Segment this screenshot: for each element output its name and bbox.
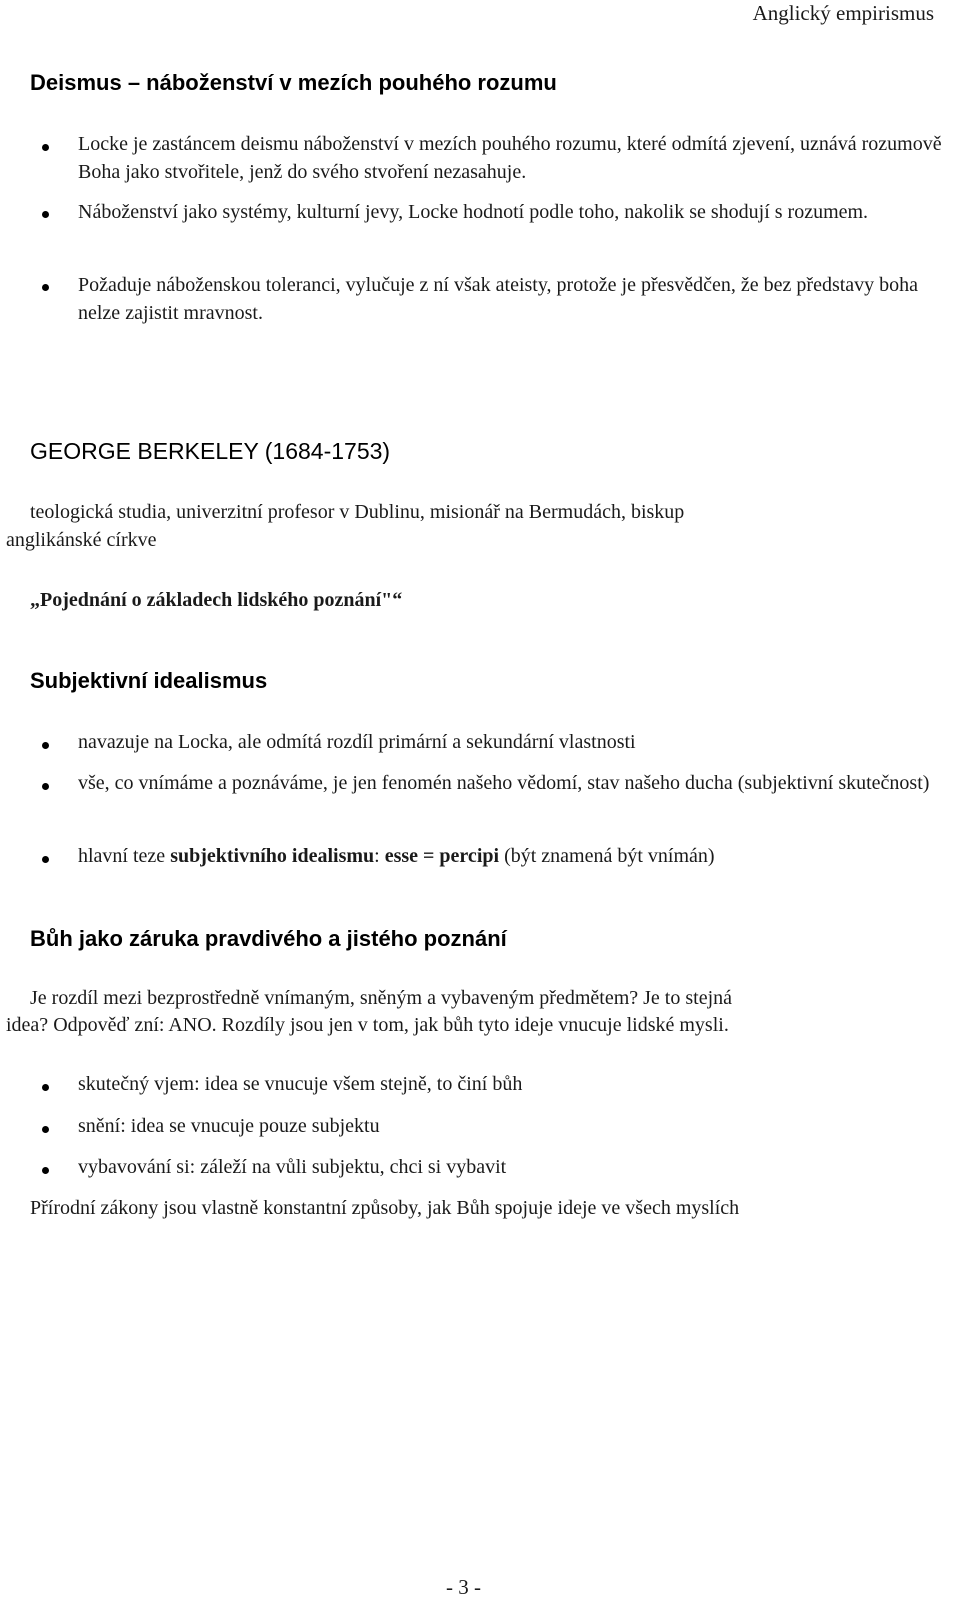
section-heading-deism: Deismus – náboženství v mezích pouhého rozumu — [30, 70, 557, 95]
bullet-icon — [42, 742, 49, 749]
bullet-icon — [42, 144, 49, 151]
thesis-formula: esse = percipi — [384, 845, 500, 867]
bullet-icon — [42, 856, 49, 863]
bullet-icon — [42, 783, 49, 790]
list-item: vše, co vnímáme a poznáváme, je jen fenomén našeho vědomí, stav našeho ducha (subjektivní skutečnost) — [78, 772, 930, 794]
bullet-icon — [42, 1126, 49, 1133]
bullet-icon — [42, 284, 49, 291]
list-item: snění: idea se vnucuje pouze subjektu — [78, 1115, 380, 1137]
list-item: Locke je zastáncem deismu náboženství v mezích pouhého rozumu, které odmítá zjevení, uznává rozumově Boha jako stvořitele, jenž do svého stvoření nezasahuje. — [78, 133, 942, 183]
closing-sentence: Přírodní zákony jsou vlastně konstantní způsoby, jak Bůh spojuje ideje ve všech myslích — [30, 1197, 740, 1219]
section-heading-god: Bůh jako záruka pravdivého a jistého poznání — [30, 926, 507, 951]
list-item: navazuje na Locka, ale odmítá rozdíl primární a sekundární vlastnosti — [78, 731, 636, 753]
thesis-prefix: hlavní teze — [78, 845, 171, 867]
bullet-icon — [42, 1167, 49, 1174]
thesis-term: subjektivního idealismu — [170, 845, 375, 867]
list-item-main-thesis — [78, 842, 948, 870]
work-title: „Pojednání o základech lidského poznání"“ — [30, 589, 403, 611]
list-item: vybavování si: záleží na vůli subjektu, chci si vybavit — [78, 1156, 507, 1178]
running-header: Anglický empirismus — [752, 1, 934, 25]
list-item: Náboženství jako systémy, kulturní jevy, Locke hodnotí podle toho, nakolik se shodují s rozumem. — [78, 201, 869, 223]
section-heading-berkeley: GEORGE BERKELEY (1684-1753) — [30, 438, 391, 464]
section-heading-idealism: Subjektivní idealismus — [30, 668, 268, 693]
bullet-icon — [42, 211, 49, 218]
thesis-colon: : — [374, 845, 385, 867]
list-item: Požaduje náboženskou toleranci, vylučuje z ní však ateisty, protože je přesvědčen, že bez představy boha nelze zajistit mravnost. — [78, 274, 919, 324]
bullet-icon — [42, 1084, 49, 1091]
page-number: - 3 - — [446, 1575, 481, 1599]
thesis-suffix: (být znamená být vnímán) — [499, 845, 715, 867]
bio-line-2: anglikánské církve — [6, 529, 157, 551]
bio-line-1: teologická studia, univerzitní profesor v Dublinu, misionář na Bermudách, biskup — [30, 501, 685, 523]
paragraph-line-2: idea? Odpověď zní: ANO. Rozdíly jsou jen v tom, jak bůh tyto ideje vnucuje lidské mysli. — [6, 1014, 729, 1036]
list-item: skutečný vjem: idea se vnucuje všem stejně, to činí bůh — [78, 1073, 523, 1095]
paragraph-line-1: Je rozdíl mezi bezprostředně vnímaným, sněným a vybaveným předmětem? Je to stejná — [30, 987, 733, 1009]
